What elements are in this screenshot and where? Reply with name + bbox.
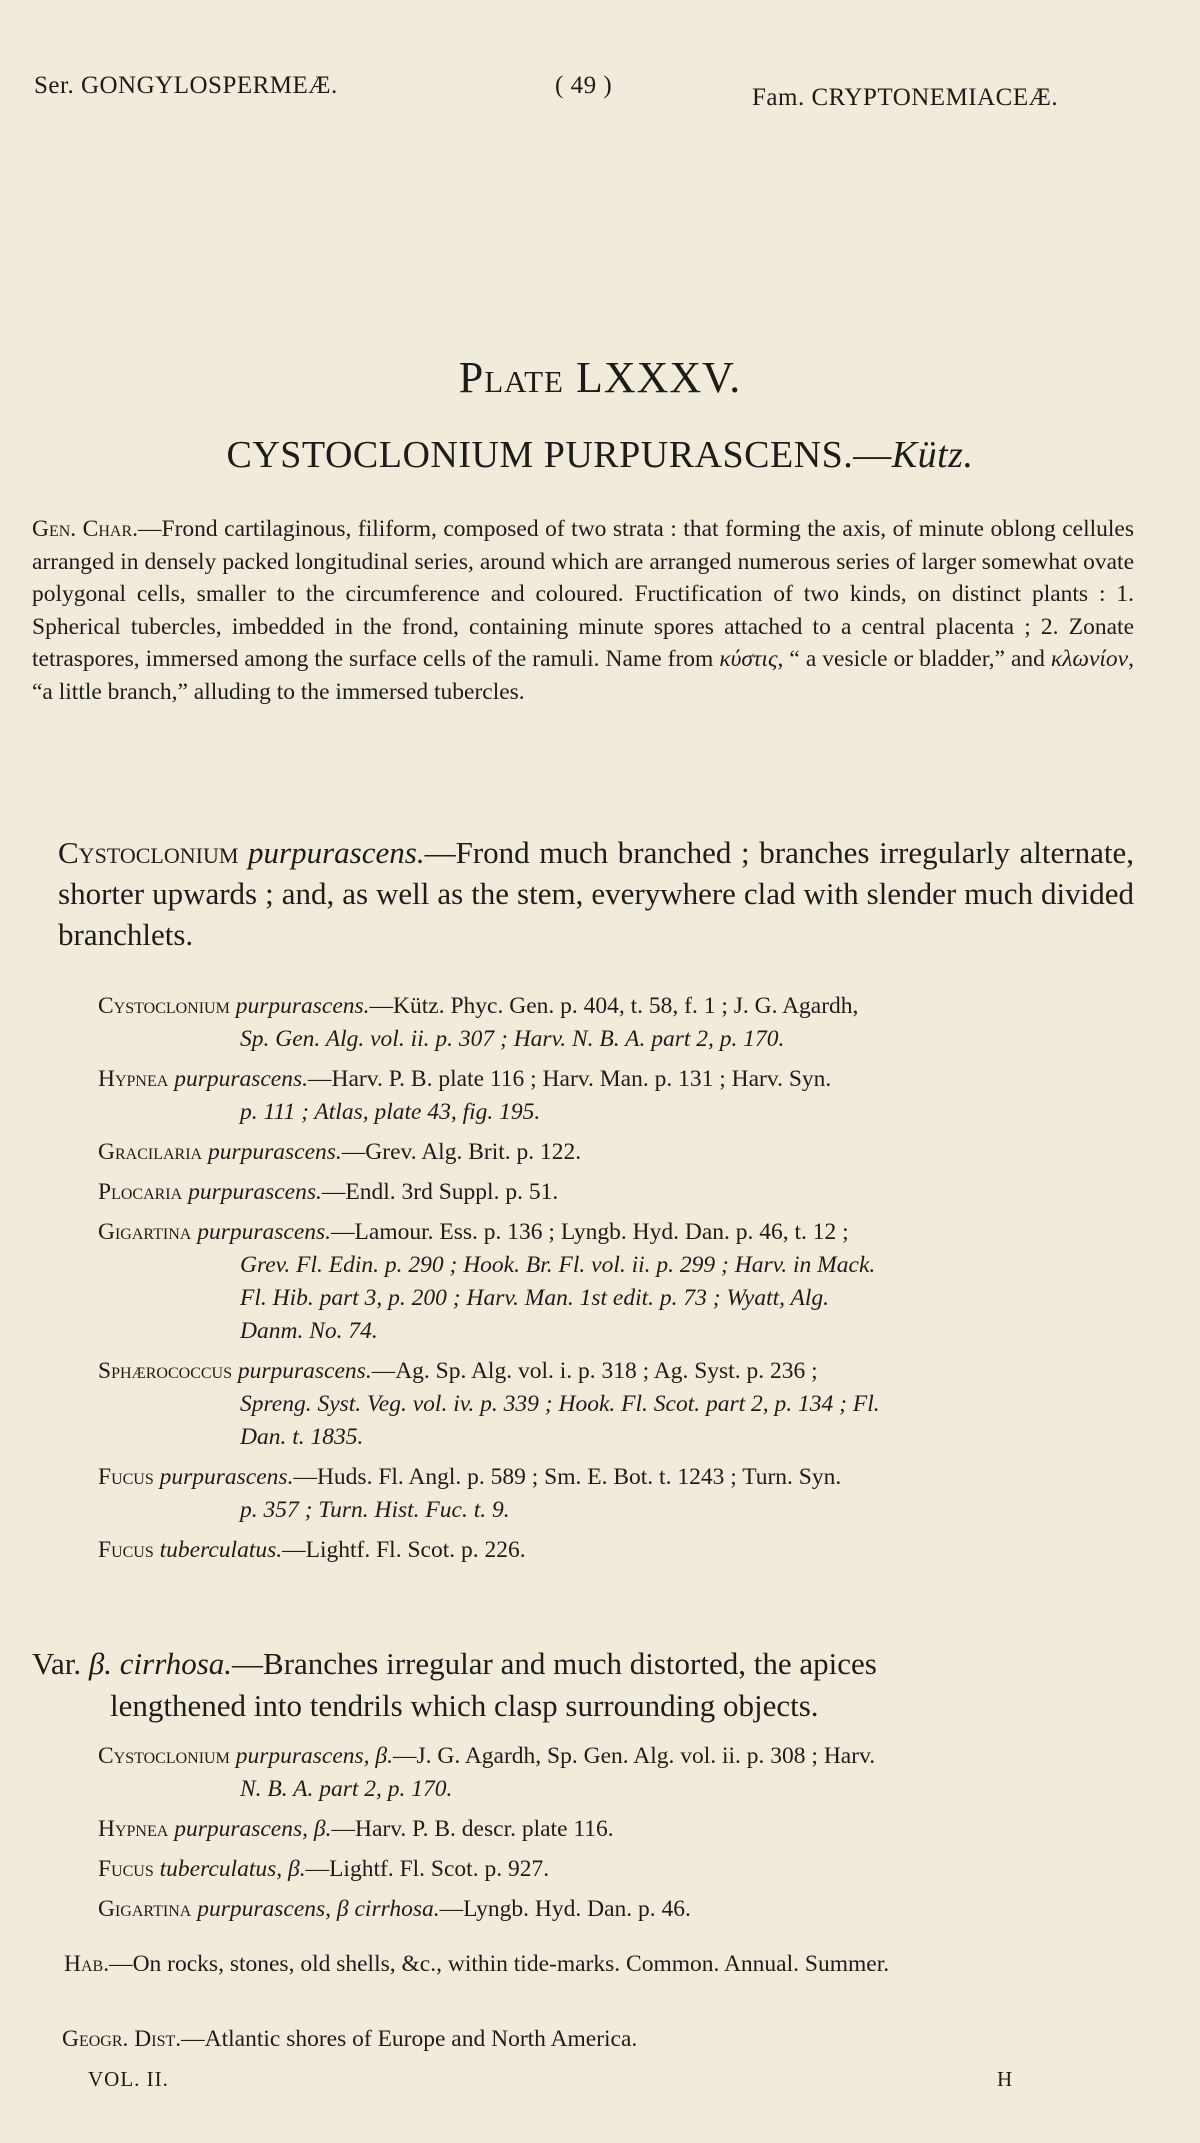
- running-head-family: Fam. CRYPTONEMIACEÆ.: [752, 84, 1059, 111]
- synonym-entry: [98, 990, 1138, 1056]
- synonym-species: purpurascens.: [207, 1139, 342, 1165]
- var-line2: lengthened into tendrils which clasp surrounding objects.: [110, 1688, 819, 1723]
- synonym-species: purpurascens, β.: [235, 1743, 393, 1769]
- synonym-entry: [98, 1461, 1138, 1527]
- synonym-entry: [98, 1063, 1138, 1129]
- species-title-author: Kütz.: [891, 434, 974, 476]
- synonym-species: purpurascens.: [188, 1179, 322, 1205]
- synonym-species: tuberculatus, β.: [159, 1856, 306, 1882]
- synonym-species: purpurascens.: [237, 1358, 372, 1384]
- page-number: ( 49 ): [555, 72, 613, 99]
- synonym-ref-line: —Grev. Alg. Brit. p. 122.: [341, 1139, 582, 1165]
- habitat-label: Hab.: [64, 1951, 110, 1977]
- var-line1: —Branches irregular and much distorted, the apices: [232, 1646, 877, 1681]
- synonym-species: purpurascens.: [197, 1219, 332, 1245]
- synonym-ref-continuation: Spreng. Syst. Veg. vol. iv. p. 339 ; Hook. Fl. Scot. part 2, p. 134 ; Fl.: [240, 1391, 880, 1417]
- synonym-ref-line: —Lyngb. Hyd. Dan. p. 46.: [439, 1896, 691, 1922]
- synonym-ref-continuation: N. B. A. part 2, p. 170.: [240, 1776, 453, 1802]
- running-head-series: Ser. GONGYLOSPERMEÆ.: [34, 72, 338, 99]
- synonym-entry: [98, 1853, 1138, 1886]
- synonym-ref-continuation: p. 111 ; Atlas, plate 43, fig. 195.: [240, 1099, 541, 1125]
- synonym-genus: Fucus: [98, 1856, 154, 1882]
- synonym-entry: [98, 1176, 1138, 1209]
- variety-description: [32, 1643, 1132, 1727]
- synonym-ref-line: —Lamour. Ess. p. 136 ; Lyngb. Hyd. Dan. p. 46, t. 12 ;: [331, 1219, 849, 1245]
- synonym-species: purpurascens, β cirrhosa.: [197, 1896, 440, 1922]
- synonym-entry: [98, 1355, 1138, 1454]
- species-description: [58, 832, 1134, 955]
- species-title: [0, 433, 1200, 477]
- synonym-entry: [98, 1534, 1138, 1567]
- synonym-species: purpurascens.: [235, 993, 370, 1019]
- synonym-species: tuberculatus.: [159, 1537, 283, 1563]
- synonym-ref-continuation: Dan. t. 1835.: [240, 1424, 364, 1450]
- geographic-distribution: [62, 2026, 637, 2053]
- synonym-genus: Gigartina: [98, 1896, 192, 1922]
- synonym-ref-line: —Ag. Sp. Alg. vol. i. p. 318 ; Ag. Syst. p. 236 ;: [371, 1358, 818, 1384]
- synonym-entry: [98, 1216, 1138, 1348]
- synonym-genus: Cystoclonium: [98, 1743, 230, 1769]
- variety-synonymy-list: [98, 1740, 1138, 1933]
- gen-char-mid: , “ a vesicle or bladder,” and: [777, 646, 1051, 672]
- plate-heading: Plate LXXXV.: [458, 353, 742, 402]
- species-title-name: CYSTOCLONIUM PURPURASCENS.—: [226, 434, 892, 476]
- synonym-ref-line: —Harv. P. B. descr. plate 116.: [331, 1816, 614, 1842]
- synonym-ref-continuation: Fl. Hib. part 3, p. 200 ; Harv. Man. 1st edit. p. 73 ; Wyatt, Alg.: [240, 1285, 829, 1311]
- synonym-genus: Gracilaria: [98, 1139, 203, 1165]
- synonym-genus: Fucus: [98, 1464, 154, 1490]
- desc-species: purpurascens.: [248, 835, 425, 870]
- synonym-entry: [98, 1136, 1138, 1169]
- synonymy-list: [98, 990, 1138, 1574]
- generic-character: [32, 513, 1134, 708]
- synonym-ref-line: —Huds. Fl. Angl. p. 589 ; Sm. E. Bot. t. 1243 ; Turn. Syn.: [293, 1464, 842, 1490]
- gen-char-text: —Frond cartilaginous, filiform, composed of two strata : that forming the axis, of minute oblong cellules arranged in densely packed longitudinal series, around which are arranged numerous series of larger somewhat ovate polygonal cells, smaller to the circumference and coloured. Fructification of two kinds, on distinct plants : 1. Spherical tubercles, imbedded in the frond, containing minute spores attached to a central placenta ; 2. Zonate tetraspores, immersed among the surface cells of the ramuli. Name from: [32, 516, 1134, 672]
- synonym-genus: Sphærococcus: [98, 1358, 232, 1384]
- synonym-species: purpurascens.: [174, 1066, 309, 1092]
- synonym-genus: Fucus: [98, 1537, 154, 1563]
- signature-volume: VOL. II.: [88, 2067, 169, 2091]
- synonym-species: purpurascens, β.: [174, 1816, 332, 1842]
- synonym-ref-continuation: p. 357 ; Turn. Hist. Fuc. t. 9.: [240, 1497, 510, 1523]
- synonym-ref-line: —Lightf. Fl. Scot. p. 226.: [282, 1537, 526, 1563]
- habitat-text: —On rocks, stones, old shells, &c., within tide-marks. Common. Annual. Summer.: [109, 1951, 890, 1977]
- synonym-genus: Plocaria: [98, 1179, 183, 1205]
- synonym-ref-line: —Kütz. Phyc. Gen. p. 404, t. 58, f. 1 ; J. G. Agardh,: [369, 993, 859, 1019]
- greek-term-1: κύστις: [719, 646, 778, 672]
- var-name: β. cirrhosa.: [88, 1646, 233, 1681]
- synonym-genus: Cystoclonium: [98, 993, 230, 1019]
- desc-text: —Frond much branched ; branches irregularly alternate, shorter upwards ; and, as well as the stem, everywhere clad with slender much divided branchlets.: [58, 835, 1134, 952]
- synonym-ref-continuation: Sp. Gen. Alg. vol. ii. p. 307 ; Harv. N. B. A. part 2, p. 170.: [240, 1026, 785, 1052]
- synonym-ref-continuation: Grev. Fl. Edin. p. 290 ; Hook. Br. Fl. vol. ii. p. 299 ; Harv. in Mack.: [240, 1252, 876, 1278]
- synonym-entry: [98, 1740, 1138, 1806]
- signature-mark: H: [997, 2067, 1013, 2091]
- synonym-ref-line: —Lightf. Fl. Scot. p. 927.: [305, 1856, 550, 1882]
- synonym-ref-continuation: Danm. No. 74.: [240, 1318, 378, 1344]
- synonym-genus: Gigartina: [98, 1219, 192, 1245]
- synonym-ref-line: —Harv. P. B. plate 116 ; Harv. Man. p. 131 ; Harv. Syn.: [308, 1066, 832, 1092]
- synonym-entry: [98, 1813, 1138, 1846]
- synonym-species: purpurascens.: [159, 1464, 294, 1490]
- synonym-ref-line: —Endl. 3rd Suppl. p. 51.: [321, 1179, 559, 1205]
- gen-char-end: , “a little branch,” alluding to the immersed tubercles.: [32, 646, 1134, 705]
- greek-term-2: κλωνίον: [1050, 646, 1129, 672]
- synonym-entry: [98, 1893, 1138, 1926]
- synonym-ref-line: —J. G. Agardh, Sp. Gen. Alg. vol. ii. p. 308 ; Harv.: [393, 1743, 876, 1769]
- gen-char-label: Gen. Char.: [32, 516, 138, 542]
- geogr-text: —Atlantic shores of Europe and North America.: [181, 2026, 638, 2052]
- var-label: Var.: [32, 1646, 82, 1681]
- synonym-genus: Hypnea: [98, 1816, 169, 1842]
- desc-genus: Cystoclonium: [58, 835, 239, 870]
- habitat: [32, 1948, 1136, 1981]
- geogr-label: Geogr. Dist.: [62, 2026, 182, 2052]
- synonym-genus: Hypnea: [98, 1066, 169, 1092]
